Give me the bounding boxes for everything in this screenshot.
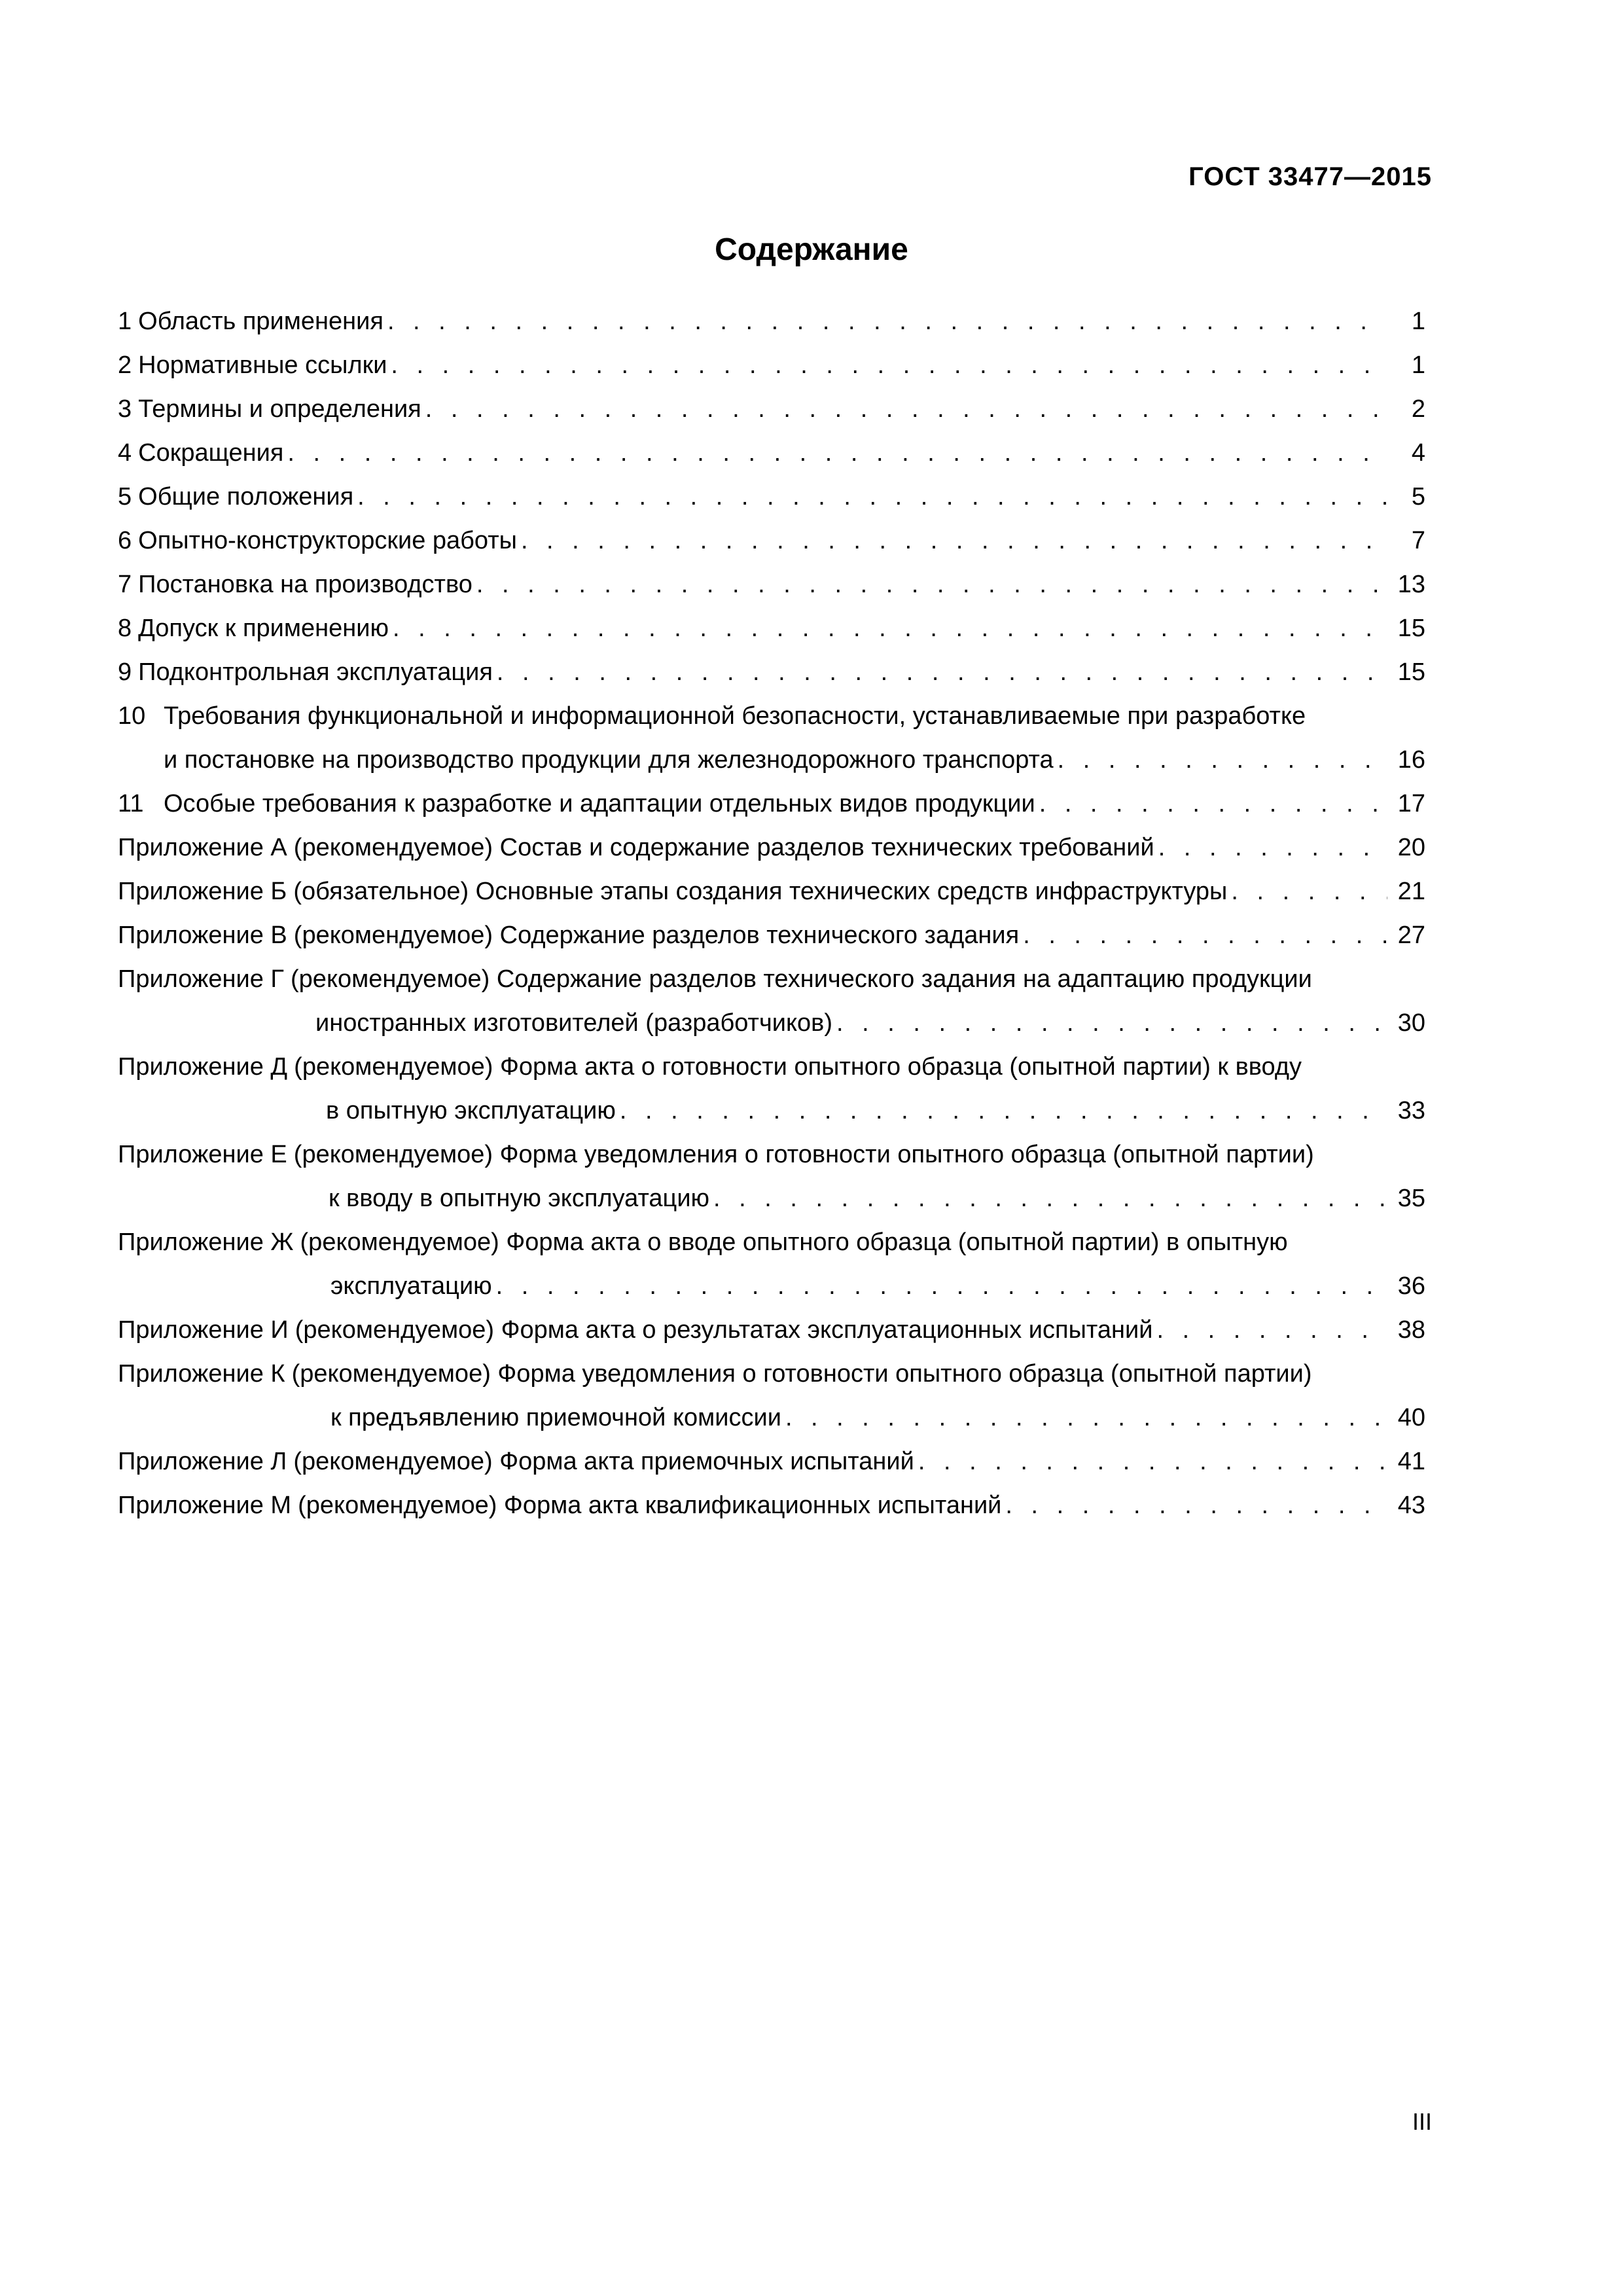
leader-dots bbox=[425, 387, 1387, 431]
toc-entry-number: 10 bbox=[118, 702, 146, 730]
toc-entry-7[interactable] bbox=[118, 563, 1425, 607]
leader-dots bbox=[391, 344, 1387, 387]
toc-entry-label: (рекомендуемое) Содержание разделов технического задания bbox=[293, 922, 1020, 949]
leader-dots bbox=[620, 1089, 1387, 1133]
leader-dots bbox=[1023, 914, 1387, 958]
toc-entry-5[interactable] bbox=[118, 475, 1425, 519]
leader-dots bbox=[1058, 738, 1387, 782]
toc-entry-number: Приложение В bbox=[118, 922, 287, 949]
toc-title: Содержание bbox=[715, 232, 908, 267]
toc-entry-label-continuation: к вводу в опытную эксплуатацию bbox=[329, 1185, 710, 1212]
toc-entry-label: (рекомендуемое) Форма акта о готовности опытного образца (опытной партии) к вводу bbox=[294, 1053, 1302, 1081]
leader-dots bbox=[387, 300, 1387, 344]
toc-entry-number: Приложение Л bbox=[118, 1448, 287, 1475]
leader-dots bbox=[918, 1440, 1387, 1484]
toc-entry-label-continuation: иностранных изготовителей (разработчиков) bbox=[315, 1009, 833, 1037]
toc-entry-label-continuation: эксплуатацию bbox=[330, 1272, 492, 1300]
toc-entry-number: 7 bbox=[118, 571, 132, 598]
toc-entry-page: 40 bbox=[1397, 1404, 1425, 1431]
leader-dots bbox=[1005, 1484, 1387, 1528]
toc-entry-number: 9 bbox=[118, 658, 132, 686]
toc-entry-page: 43 bbox=[1397, 1492, 1425, 1519]
toc-entry-page: 16 bbox=[1397, 746, 1425, 774]
toc-entry-label: Сокращения bbox=[138, 439, 284, 467]
toc-entry-page: 7 bbox=[1411, 527, 1425, 554]
toc-entry-number: 5 bbox=[118, 483, 132, 511]
toc-entry-label-continuation: к предъявлению приемочной комиссии bbox=[330, 1404, 781, 1431]
toc-entry-label: (рекомендуемое) Форма уведомления о готовности опытного образца (опытной партии) bbox=[291, 1360, 1312, 1388]
toc-entry-page: 1 bbox=[1411, 351, 1425, 379]
toc-entry-number: Приложение М bbox=[118, 1492, 292, 1519]
toc-entry-page: 30 bbox=[1397, 1009, 1425, 1037]
toc-entry-number: Приложение Д bbox=[118, 1053, 288, 1081]
toc-entry-11[interactable] bbox=[118, 782, 1425, 826]
toc-entry-number: 2 bbox=[118, 351, 132, 379]
toc-entry-label: Термины и определения bbox=[138, 395, 421, 423]
toc-entry-page: 5 bbox=[1411, 483, 1425, 511]
toc-entry-appendix-m[interactable] bbox=[118, 1484, 1425, 1528]
toc-entry-appendix-i[interactable] bbox=[118, 1308, 1425, 1352]
leader-dots bbox=[1039, 782, 1387, 826]
toc-entry-number: 6 bbox=[118, 527, 132, 554]
toc-entry-label: Постановка на производство bbox=[138, 571, 473, 598]
toc-entry-page: 27 bbox=[1397, 922, 1425, 949]
toc-entry-6[interactable] bbox=[118, 519, 1425, 563]
toc-entry-page: 21 bbox=[1397, 878, 1425, 905]
toc-entry-page: 17 bbox=[1397, 790, 1425, 817]
toc-entry-appendix-v[interactable] bbox=[118, 914, 1425, 958]
toc-entry-page: 36 bbox=[1397, 1272, 1425, 1300]
toc-entry-3[interactable] bbox=[118, 387, 1425, 431]
leader-dots bbox=[287, 431, 1387, 475]
toc-entry-appendix-g[interactable] bbox=[118, 958, 1425, 1045]
leader-dots bbox=[476, 563, 1387, 607]
toc-entry-label: (рекомендуемое) Содержание разделов технического задания на адаптацию продукции bbox=[291, 965, 1312, 993]
document-code: ГОСТ 33477—2015 bbox=[1188, 162, 1432, 191]
toc-entry-label-continuation: в опытную эксплуатацию bbox=[326, 1097, 616, 1124]
toc-entry-page: 15 bbox=[1397, 615, 1425, 642]
toc-entry-appendix-a[interactable] bbox=[118, 826, 1425, 870]
toc-entry-page: 20 bbox=[1397, 834, 1425, 861]
leader-dots bbox=[497, 651, 1387, 694]
toc-entry-label: (рекомендуемое) Форма акта квалификационных испытаний bbox=[298, 1492, 1002, 1519]
leader-dots bbox=[836, 1001, 1387, 1045]
toc-entry-page: 2 bbox=[1411, 395, 1425, 423]
toc-entry-page: 38 bbox=[1397, 1316, 1425, 1344]
toc-entry-10[interactable] bbox=[118, 694, 1425, 782]
toc-entry-appendix-k[interactable] bbox=[118, 1352, 1425, 1440]
toc-entry-number: 1 bbox=[118, 308, 132, 335]
leader-dots bbox=[1158, 826, 1387, 870]
toc-entry-appendix-e[interactable] bbox=[118, 1133, 1425, 1221]
toc-entry-label: Опытно-конструкторские работы bbox=[138, 527, 517, 554]
toc-entry-2[interactable] bbox=[118, 344, 1425, 387]
toc-entry-number: Приложение Е bbox=[118, 1141, 287, 1168]
toc-entry-label: Общие положения bbox=[138, 483, 354, 511]
toc-entry-appendix-d[interactable] bbox=[118, 1045, 1425, 1133]
toc-entry-label: Допуск к применению bbox=[138, 615, 389, 642]
toc-entry-label: Особые требования к разработке и адаптации отдельных видов продукции bbox=[164, 790, 1035, 817]
leader-dots bbox=[521, 519, 1387, 563]
toc-entry-label: (рекомендуемое) Форма акта о вводе опытного образца (опытной партии) в опытную bbox=[300, 1229, 1288, 1256]
toc-entry-page: 1 bbox=[1411, 308, 1425, 335]
toc-entry-label: Требования функциональной и информационной безопасности, устанавливаемые при разработке bbox=[164, 702, 1306, 730]
toc-entry-appendix-zh[interactable] bbox=[118, 1221, 1425, 1308]
leader-dots bbox=[357, 475, 1387, 519]
toc-entry-number: Приложение И bbox=[118, 1316, 289, 1344]
toc-entry-number: Приложение А bbox=[118, 834, 287, 861]
toc-entry-label: Подконтрольная эксплуатация bbox=[138, 658, 493, 686]
toc-entry-4[interactable] bbox=[118, 431, 1425, 475]
leader-dots bbox=[393, 607, 1387, 651]
leader-dots bbox=[713, 1177, 1387, 1221]
toc-entry-number: 11 bbox=[118, 790, 144, 817]
toc-entry-number: Приложение Г bbox=[118, 965, 285, 993]
toc-entry-1[interactable] bbox=[118, 300, 1425, 344]
page-number: III bbox=[1412, 2108, 1432, 2135]
toc-entry-label: (рекомендуемое) Форма уведомления о готовности опытного образца (опытной партии) bbox=[293, 1141, 1314, 1168]
leader-dots bbox=[496, 1265, 1387, 1308]
toc-entry-page: 33 bbox=[1397, 1097, 1425, 1124]
leader-dots bbox=[1156, 1308, 1387, 1352]
toc-entry-number: 3 bbox=[118, 395, 132, 423]
toc-entry-label: (обязательное) Основные этапы создания технических средств инфраструктуры bbox=[293, 878, 1228, 905]
toc-entry-number: 4 bbox=[118, 439, 132, 467]
toc-entry-page: 13 bbox=[1397, 571, 1425, 598]
leader-dots bbox=[1231, 870, 1387, 914]
toc-entry-page: 35 bbox=[1397, 1185, 1425, 1212]
toc-entry-label: Нормативные ссылки bbox=[138, 351, 387, 379]
toc-entry-page: 41 bbox=[1397, 1448, 1425, 1475]
toc-entry-label: (рекомендуемое) Форма акта о результатах эксплуатационных испытаний bbox=[294, 1316, 1153, 1344]
toc-entry-label: (рекомендуемое) Состав и содержание разделов технических требований bbox=[293, 834, 1154, 861]
toc-entry-9[interactable] bbox=[118, 651, 1425, 694]
toc-entry-page: 15 bbox=[1397, 658, 1425, 686]
toc-entry-appendix-l[interactable] bbox=[118, 1440, 1425, 1484]
leader-dots bbox=[785, 1396, 1387, 1440]
toc-entry-label: Область применения bbox=[138, 308, 383, 335]
toc-entry-number: 8 bbox=[118, 615, 132, 642]
table-of-contents bbox=[118, 300, 1425, 1528]
toc-entry-number: Приложение К bbox=[118, 1360, 285, 1388]
toc-entry-number: Приложение Ж bbox=[118, 1229, 294, 1256]
toc-entry-8[interactable] bbox=[118, 607, 1425, 651]
toc-entry-label: (рекомендуемое) Форма акта приемочных испытаний bbox=[293, 1448, 914, 1475]
toc-entry-appendix-b[interactable] bbox=[118, 870, 1425, 914]
toc-entry-number: Приложение Б bbox=[118, 878, 287, 905]
toc-entry-page: 4 bbox=[1411, 439, 1425, 467]
toc-entry-label-continuation: и постановке на производство продукции для железнодорожного транспорта bbox=[164, 746, 1054, 774]
